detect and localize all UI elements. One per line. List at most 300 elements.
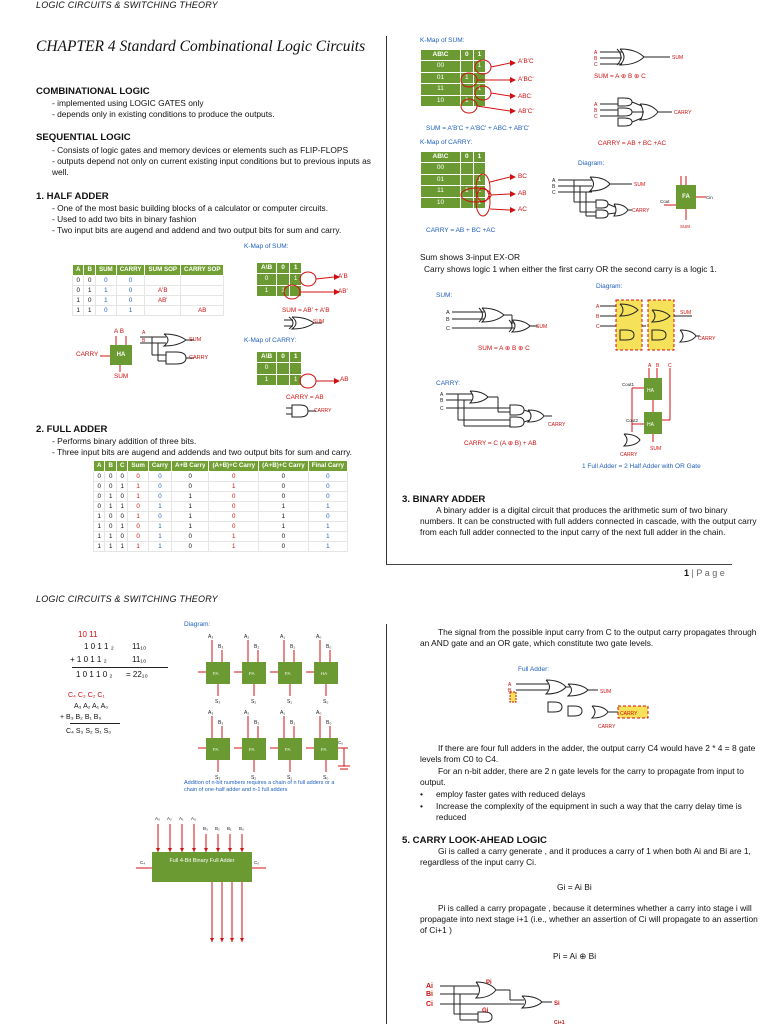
svg-text:B: B	[596, 314, 600, 320]
block-input-label: A₀	[191, 816, 196, 821]
table-cell	[145, 276, 181, 286]
combinational-line-1: - implemented using LOGIC GATES only	[52, 98, 204, 108]
table-cell: 1	[148, 542, 171, 552]
chapter-title: CHAPTER 4 Standard Combinational Logic Circuits	[36, 38, 366, 55]
cla-gen-eq: Gi = Ai Bi	[557, 882, 592, 892]
table-row	[94, 492, 348, 502]
sum-xor-diagram	[446, 306, 556, 340]
chain-label-b: B₃	[218, 720, 224, 726]
table-cell: 1	[128, 482, 148, 492]
table-cell: 0	[94, 502, 105, 512]
ha-block-carry: CARRY	[76, 351, 99, 358]
table-cell: 0	[308, 482, 347, 492]
chain-diagram-label: Diagram:	[184, 621, 211, 628]
svg-text:A: A	[594, 50, 598, 56]
table-cell: 0	[84, 276, 95, 286]
block-input-label: A₁	[179, 816, 184, 821]
ha-kmap-sum-caption: K-Map of SUM:	[244, 243, 289, 250]
table-cell: 0	[116, 512, 127, 522]
table-cell: 1	[308, 522, 347, 532]
svg-text:HA: HA	[647, 388, 654, 394]
carry-formula: CARRY = C (A ⊕ B) + AB	[464, 440, 537, 447]
chain-label-s: S₂	[251, 775, 257, 781]
svg-text:B: B	[446, 317, 450, 323]
table-header-cell: CARRY	[116, 265, 145, 276]
table-cell: 1	[94, 512, 105, 522]
chain-label-a: A₁	[280, 710, 286, 716]
svg-text:A: A	[508, 682, 512, 688]
table-cell: 1	[308, 502, 347, 512]
svg-text:Gi: Gi	[482, 1008, 489, 1014]
fa-kmap-carry: AB\C 0 1 00 01 1 11 1 1 10 1	[420, 151, 486, 209]
svg-text:Cout: Cout	[660, 199, 670, 204]
table-cell: 1	[95, 286, 116, 296]
svg-text:Si: Si	[554, 1001, 560, 1007]
svg-text:B: B	[440, 398, 444, 404]
addition-rule	[72, 667, 168, 668]
combinational-line-2: - depends only in existing conditions to produce the outputs.	[52, 109, 275, 119]
chain-cin: C₀	[338, 740, 344, 745]
full-adder-line-1: - Performs binary addition of three bits.	[52, 436, 197, 446]
svg-text:C: C	[440, 406, 444, 412]
table-cell: 0	[308, 492, 347, 502]
ha-block-a: A B	[114, 328, 124, 335]
svg-text:SUM: SUM	[600, 689, 612, 695]
chain-label-s: S₁	[287, 699, 293, 705]
chain-label-b: B₁	[290, 720, 296, 726]
table-cell: 1	[73, 296, 84, 306]
addition-dec-2: 11₁₀	[132, 655, 147, 664]
carry-diagram	[440, 388, 570, 438]
binary-adder-heading: 3. BINARY ADDER	[402, 494, 486, 505]
block-cout-label: C₄	[140, 860, 146, 865]
table-cell: 0	[105, 472, 116, 482]
table-cell: 0	[73, 276, 84, 286]
chain-label-b: B₀	[326, 644, 332, 650]
svg-text:C: C	[596, 324, 600, 330]
four-bit-adder-block: Full 4-Bit Binary Full Adder	[152, 852, 252, 882]
ha-kmap-term-2: AB'	[338, 288, 348, 295]
addition-sym-a: A₃ A₂ A₁ A₀	[74, 703, 109, 710]
table-cell: 0	[172, 472, 209, 482]
table-cell: 1	[105, 492, 116, 502]
table-cell: 0	[116, 276, 145, 286]
fa-diagram-label-2: Diagram:	[596, 283, 623, 290]
full-adder-line-2: - Three input bits are augend and addends and two output bits for sum and carry.	[52, 447, 352, 457]
table-cell: 1	[172, 522, 209, 532]
table-cell: 0	[259, 532, 309, 542]
table-cell: 1	[105, 532, 116, 542]
carry-logic-text: Carry shows logic 1 when either the first carry OR the second carry is a logic 1.	[424, 264, 717, 274]
ha-kmap-sum: A\B 0 1 0 1 1 1	[256, 262, 302, 297]
table-header-cell: A+B Carry	[172, 461, 209, 472]
table-cell: 0	[95, 276, 116, 286]
chain-fa-label: FA	[249, 671, 255, 676]
svg-text:C: C	[446, 326, 450, 332]
table-header-cell: (A+B)+C Carry	[259, 461, 309, 472]
table-cell: 1	[209, 532, 259, 542]
svg-text:CARRY: CARRY	[620, 452, 638, 458]
chain-label-s: S₀	[323, 775, 329, 781]
fa-sum-gate-eq: SUM = A ⊕ B ⊕ C	[594, 73, 646, 80]
fa-kmap-sum-term-2: A'BC'	[518, 76, 534, 83]
addition-dec-1: 11₁₀	[132, 642, 147, 651]
table-cell: 1	[116, 502, 127, 512]
chain-label-s: S₀	[323, 699, 329, 705]
table-cell: 1	[73, 306, 84, 316]
fa-kmap-carry-caption: K-Map of CARRY:	[420, 139, 473, 146]
table-cell: 1	[116, 542, 127, 552]
svg-text:SUM: SUM	[680, 224, 690, 229]
half-adder-line-1: - One of the most basic building blocks of a calculator or computer circuits.	[52, 203, 329, 213]
svg-text:Pi: Pi	[486, 980, 492, 986]
cla-gen-text: Gi is called a carry generate , and it produces a carry of 1 when both Ai and Bi are 1, regardless of the input carry Ci.	[420, 846, 751, 868]
svg-text:SUM: SUM	[680, 310, 692, 316]
table-cell: 0	[209, 492, 259, 502]
block-output-arrow	[240, 938, 244, 942]
four-bit-adder-diagram	[136, 812, 266, 952]
fa-diagram-label-1: Diagram:	[578, 160, 605, 167]
block-input-label: A₂	[167, 816, 172, 821]
sum-formula: SUM = A ⊕ B ⊕ C	[478, 345, 530, 352]
table-cell: 0	[94, 492, 105, 502]
sequential-line-2: - outputs depend not only on current existing input conditions but to previous inputs as well.	[52, 156, 371, 178]
chain-label-s: S₃	[215, 699, 221, 705]
table-cell: 0	[128, 532, 148, 542]
combinational-heading: COMBINATIONAL LOGIC	[36, 86, 150, 97]
svg-text:Bi: Bi	[426, 991, 433, 998]
full-adder-delay-diagram	[508, 676, 658, 736]
fa-caption: 1 Full Adder = 2 Half Adder with OR Gate	[582, 463, 701, 470]
fa-kmap-sum-arrows	[420, 49, 560, 119]
table-cell: 0	[128, 472, 148, 482]
cla-heading: 5. CARRY LOOK-AHEAD LOGIC	[402, 835, 547, 846]
table-cell: 0	[148, 512, 171, 522]
addition-sym-result: C₄ S₃ S₂ S₁ S₀	[66, 728, 112, 735]
fa-kmap-sum-term-4: AB'C'	[518, 108, 534, 115]
table-header-cell: Final Carry	[308, 461, 347, 472]
table-cell: 1	[116, 306, 145, 316]
table-cell: 1	[94, 532, 105, 542]
block-output-arrow	[230, 938, 234, 942]
table-row	[94, 532, 348, 542]
table-cell: 0	[209, 502, 259, 512]
table-row	[73, 286, 224, 296]
chain-label-s: S₁	[287, 775, 293, 781]
fa-block-wires	[660, 172, 720, 232]
nbit-text: For an n-bit adder, there are 2 n gate levels for the carry to propagate from input to output.	[420, 766, 744, 788]
svg-text:B: B	[552, 184, 556, 190]
ha-kmap-carry-term: AB	[340, 376, 349, 383]
table-cell: AB	[181, 306, 224, 316]
block-input-label: B₃	[203, 826, 208, 831]
svg-text:A: A	[446, 310, 450, 316]
sequential-heading: SEQUENTIAL LOGIC	[36, 132, 131, 143]
table-cell	[181, 296, 224, 306]
table-cell: 1	[259, 502, 309, 512]
table-row	[94, 522, 348, 532]
table-cell: 0	[116, 286, 145, 296]
svg-text:B: B	[594, 56, 598, 62]
table-cell: 0	[95, 306, 116, 316]
ha-carry-eq: CARRY = AB	[286, 394, 324, 401]
table-cell: 0	[84, 296, 95, 306]
table-cell	[145, 306, 181, 316]
four-fa-text: If there are four full adders in the adder, the output carry C4 would have 2 * 4 = 8 gate levels from C0 to C4.	[420, 743, 756, 765]
fa-circuit-diagram	[552, 172, 662, 232]
svg-text:HA: HA	[647, 422, 654, 428]
fa-kmap-sum: AB\C 0 1 00 1 01 1 11 1 10 1	[420, 49, 486, 107]
table-cell: 0	[148, 492, 171, 502]
table-row	[94, 472, 348, 482]
addition-dec-result: = 22₁₀	[126, 670, 148, 679]
table-cell: 0	[105, 482, 116, 492]
table-cell: 0	[209, 472, 259, 482]
svg-text:Cout1: Cout1	[622, 382, 635, 387]
two-ha-diagram	[612, 362, 692, 462]
table-cell: 0	[73, 286, 84, 296]
table-cell: 0	[259, 472, 309, 482]
table-header-cell: CARRY SOP	[181, 265, 224, 276]
svg-text:CARRY: CARRY	[674, 110, 692, 116]
fa-kmap-carry-term-2: AB	[518, 190, 527, 197]
svg-text:SUM: SUM	[650, 446, 662, 452]
addition-sym-b: + B₃ B₂ B₁ B₀	[60, 714, 102, 721]
table-cell: 0	[172, 542, 209, 552]
svg-text:B: B	[594, 108, 598, 114]
table-cell: 0	[148, 472, 171, 482]
fa-kmap-carry-arrows	[420, 151, 560, 221]
table-header-cell: SUM	[95, 265, 116, 276]
column-divider	[386, 36, 387, 564]
fa-kmap-carry-term-3: AC	[518, 206, 527, 213]
table-header-cell: Carry	[148, 461, 171, 472]
table-cell: AB'	[145, 296, 181, 306]
table-cell: 0	[116, 532, 127, 542]
svg-text:CARRY: CARRY	[698, 336, 716, 342]
table-cell: 1	[84, 286, 95, 296]
table-cell: 1	[259, 512, 309, 522]
svg-text:Cin: Cin	[706, 195, 713, 200]
table-header-cell: Sum	[128, 461, 148, 472]
bullet-1: • employ faster gates with reduced delays	[420, 789, 586, 799]
svg-text:Ai: Ai	[426, 983, 433, 990]
table-cell: 1	[116, 522, 127, 532]
fa-carry-gate-eq: CARRY = AB + BC +AC	[598, 140, 667, 147]
fa-block: FA	[676, 185, 696, 209]
ha-kmap-carry-arrow	[256, 351, 356, 396]
table-cell: 1	[94, 542, 105, 552]
table-cell: 1	[259, 522, 309, 532]
table-cell: A'B	[145, 286, 181, 296]
chain-fa-label: FA	[213, 747, 219, 752]
cla-prop-text: Pi is called a carry propagate , because it determines whether a carry into stage i will propagate into next stage i+1 (i.e., whether an assertion of Ci will propagate to an assertion of Ci+1 )	[420, 903, 758, 936]
chain-label-s: S₂	[251, 699, 257, 705]
sequential-line-1: - Consists of logic gates and memory devices or elements such as FLIP-FLOPS	[52, 145, 349, 155]
ha-gates-diagram	[140, 332, 220, 368]
chain-label-b: B₃	[218, 644, 224, 650]
table-cell: 1	[95, 296, 116, 306]
svg-text:Ci+1: Ci+1	[554, 1020, 565, 1024]
table-row	[94, 542, 348, 552]
table-header-cell: (A+B)+C Carry	[209, 461, 259, 472]
svg-text:C: C	[594, 62, 598, 68]
svg-text:CARRY: CARRY	[620, 711, 638, 717]
svg-text:A: A	[594, 102, 598, 108]
chain-fa-label: FA	[249, 747, 255, 752]
svg-text:B: B	[656, 363, 660, 369]
svg-text:B: B	[508, 688, 512, 694]
addition-result: 1 0 1 1 0 ₂	[76, 670, 113, 679]
table-header-cell: A	[73, 265, 84, 276]
sum-label: SUM:	[436, 292, 453, 299]
page-header: LOGIC CIRCUITS & SWITCHING THEORY	[36, 0, 218, 10]
table-cell: 1	[94, 522, 105, 532]
half-adder-line-3: - Two input bits are augend and addend and two output bits for sum and carry.	[52, 225, 342, 235]
table-row	[73, 306, 224, 316]
ha-kmap-carry: A\B 0 1 0 1 1	[256, 351, 302, 386]
block-input-label: A₃	[155, 816, 160, 821]
ha-kmap-carry-caption: K-Map of CARRY:	[244, 337, 297, 344]
chain-label-b: B₁	[290, 644, 296, 650]
half-adder-line-2: - Used to add two bits in binary fashion	[52, 214, 197, 224]
fa-diagram-highlighted	[596, 296, 726, 356]
chain-fa-label: FA	[213, 671, 219, 676]
block-output-arrow	[220, 938, 224, 942]
table-cell: 0	[116, 472, 127, 482]
sum-3input-text: Sum shows 3-input EX-OR	[420, 252, 521, 262]
table-cell: 1	[209, 542, 259, 552]
page-1-footer-rule	[386, 564, 732, 565]
carry-label: CARRY:	[436, 380, 461, 387]
half-adder-heading: 1. HALF ADDER	[36, 191, 109, 202]
block-input-label: B₂	[215, 826, 220, 831]
cla-prop-eq: Pi = Ai ⊕ Bi	[553, 951, 597, 961]
chain-label-a: A₀	[316, 634, 322, 640]
full-adder-truth-table	[93, 460, 348, 552]
table-cell: 0	[259, 542, 309, 552]
svg-text:SUM: SUM	[672, 55, 684, 61]
table-cell: 1	[116, 482, 127, 492]
full-adder-label: Full Adder:	[518, 666, 550, 673]
table-cell: 1	[105, 542, 116, 552]
fa-gates-diagram	[594, 46, 704, 146]
table-cell	[181, 286, 224, 296]
table-row	[94, 502, 348, 512]
block-input-label: B₁	[227, 826, 232, 831]
addition-sym-carry: C₄ C₃ C₂ C₁	[68, 692, 105, 699]
svg-text:A: A	[648, 363, 652, 369]
table-cell: 1	[105, 502, 116, 512]
cla-diagram	[424, 974, 584, 1024]
table-cell: 1	[308, 532, 347, 542]
table-cell: 1	[148, 522, 171, 532]
table-row	[94, 512, 348, 522]
ha-sum-eq: SUM = AB' + A'B	[282, 307, 330, 314]
chain-caption: Addition of n-bit numbers requires a chain of n full adders or a chain of one-half adder and n-1 full adders	[184, 780, 335, 794]
svg-text:Ci: Ci	[426, 1001, 433, 1008]
propagate-text: The signal from the possible input carry from C to the output carry propagates through an AND gate and an OR gate, which constitute two gate levels.	[420, 627, 757, 649]
ha-block-sum: SUM	[114, 373, 129, 380]
bullet-2: • Increase the complexity of the equipment in such a way that the carry delay time is reduced	[420, 801, 742, 823]
table-cell: 0	[94, 482, 105, 492]
table-cell: 0	[128, 502, 148, 512]
table-cell: 0	[308, 472, 347, 482]
table-header-cell: B	[84, 265, 95, 276]
svg-text:Cout2: Cout2	[626, 418, 639, 423]
table-cell: 1	[172, 512, 209, 522]
svg-text:A: A	[596, 304, 600, 310]
fa-kmap-sum-term-1: A'B'C	[518, 58, 534, 65]
chain-label-s: S₃	[215, 775, 221, 781]
ha-kmap-term-1: A'B	[338, 273, 348, 280]
chain-label-b: B₂	[254, 720, 260, 726]
table-cell: 1	[172, 502, 209, 512]
table-cell: 0	[128, 522, 148, 532]
chain-fa-label: FA	[285, 671, 291, 676]
chain-fa-label: HA	[321, 671, 328, 676]
svg-text:CARRY: CARRY	[548, 422, 566, 428]
table-cell: 0	[209, 522, 259, 532]
page-2-header: LOGIC CIRCUITS & SWITCHING THEORY	[36, 594, 218, 604]
table-header-cell: C	[116, 461, 127, 472]
chain-label-a: A₂	[244, 710, 250, 716]
table-row	[73, 296, 224, 306]
table-cell: 1	[148, 532, 171, 542]
table-cell: 0	[94, 472, 105, 482]
half-adder-truth-table	[72, 264, 224, 316]
table-header-cell: B	[105, 461, 116, 472]
addition-carry: 10 11	[78, 630, 98, 639]
table-cell: 1	[128, 492, 148, 502]
chain-label-a: A₂	[244, 634, 250, 640]
table-cell: 0	[116, 296, 145, 306]
chain-label-a: A₃	[208, 634, 214, 640]
table-cell: 0	[105, 512, 116, 522]
chain-label-b: B₀	[326, 720, 332, 726]
table-cell: 0	[148, 482, 171, 492]
ha-block: HA	[110, 345, 132, 365]
addition-line-2: + 1 0 1 1 ₂	[70, 655, 107, 664]
chain-label-a: A₃	[208, 710, 214, 716]
chain-label-b: B₂	[254, 644, 260, 650]
table-cell: 1	[128, 542, 148, 552]
column-divider-2	[386, 624, 387, 1024]
table-cell: 0	[172, 532, 209, 542]
fa-kmap-sum-caption: K-Map of SUM:	[420, 37, 465, 44]
fa-kmap-sum-term-3: ABC	[518, 93, 532, 100]
table-cell: 0	[172, 482, 209, 492]
svg-text:C: C	[594, 114, 598, 120]
svg-text:SUM: SUM	[634, 182, 646, 188]
table-cell: 1	[148, 502, 171, 512]
table-cell: 1	[308, 542, 347, 552]
table-row	[73, 276, 224, 286]
svg-text:C: C	[668, 363, 672, 369]
table-cell: 0	[259, 492, 309, 502]
block-output-arrow	[210, 938, 214, 942]
table-cell: 0	[116, 492, 127, 502]
svg-text:CARRY: CARRY	[632, 208, 650, 214]
chain-fa-label: FA	[321, 747, 327, 752]
table-cell: 1	[128, 512, 148, 522]
addition-line-1: 1 0 1 1 ₂	[84, 642, 114, 651]
adder-chain-diagram	[184, 628, 364, 788]
table-cell: 1	[209, 482, 259, 492]
chain-label-a: A₁	[280, 634, 286, 640]
table-cell: 1	[172, 492, 209, 502]
addition-sym-rule	[70, 723, 120, 724]
